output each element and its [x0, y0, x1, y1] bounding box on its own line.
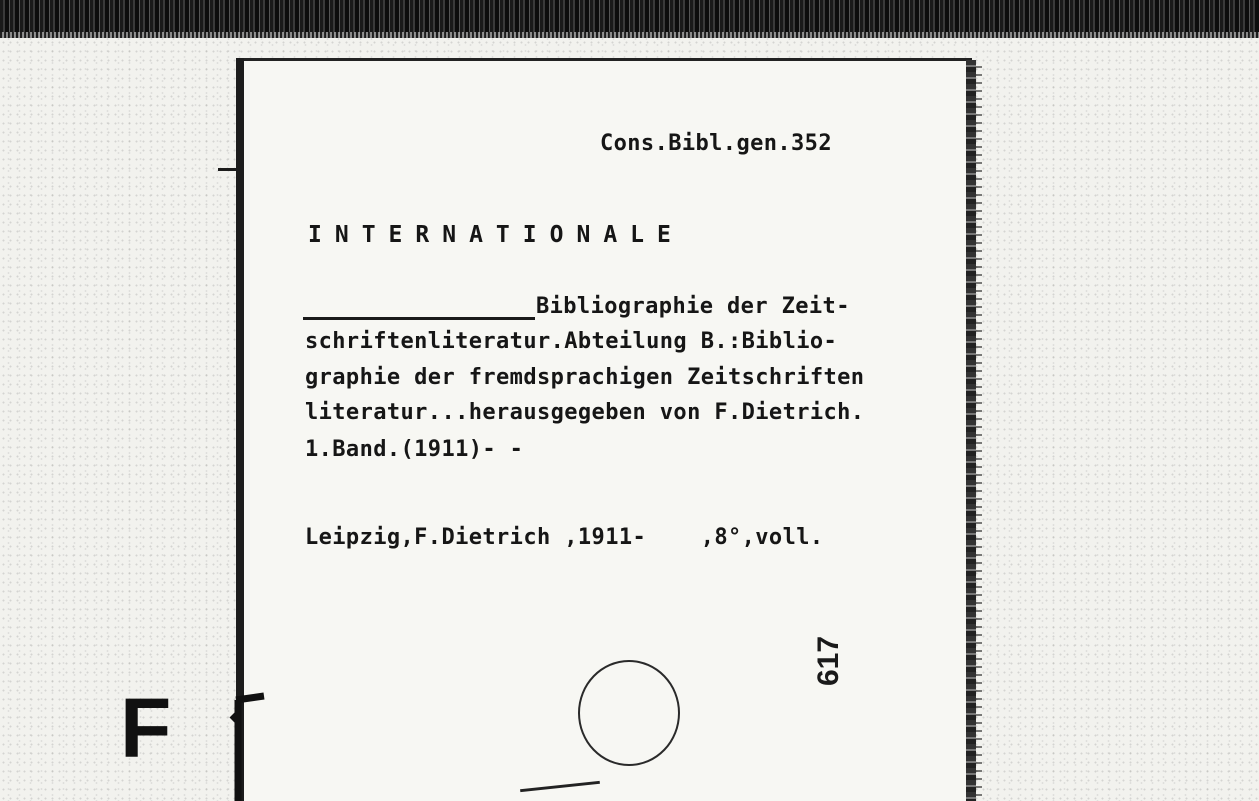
card-right-border [966, 60, 976, 801]
stamped-number: 617 [812, 635, 845, 686]
title-line-4: literatur...herausgegeben von F.Dietrich. [305, 400, 865, 425]
library-stamp-circle [578, 660, 680, 766]
call-number: Cons.Bibl.gen.352 [600, 131, 832, 156]
heading-repeat-rule [303, 317, 535, 320]
title-line-2: schriftenliteratur.Abteilung B.:Biblio- [305, 329, 838, 354]
top-scan-edge [0, 0, 1259, 38]
title-line-1: Bibliographie der Zeit- [536, 294, 850, 319]
imprint-line: Leipzig,F.Dietrich ,1911- ,8°,voll. [305, 525, 824, 550]
margin-mark-icon [224, 690, 284, 801]
card-heading: INTERNATIONALE [308, 222, 684, 248]
title-line-3: graphie der fremdsprachigen Zeitschriften [305, 365, 865, 390]
margin-letter: F [120, 681, 172, 775]
title-line-5: 1.Band.(1911)- - [305, 437, 524, 462]
